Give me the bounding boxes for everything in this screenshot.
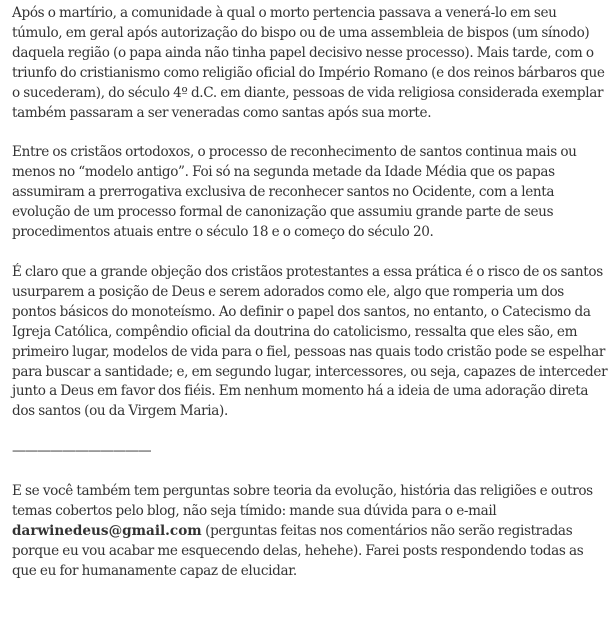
closing-text-before-email: E se você também tem perguntas sobre teoria da evolução, história das religiões e outros temas cobertos pelo blog, não seja tímido: mande sua dúvida para o e-mail [12,483,593,520]
paragraph-closing-invitation [12,482,608,582]
section-separator: ——————————— [12,443,151,460]
contact-email: darwinedeus@gmail.com [12,523,202,540]
closing-text-after-email: (perguntas feitas nos comentários não serão registradas porque eu vou acabar me esquecendo delas, hehehe). Farei posts respondendo todas as que eu for humanamente capaz de elucidar. [12,523,584,579]
paragraph-protestant-objection: É claro que a grande objeção dos cristãos protestantes a essa prática é o risco de os santos usurparem a posição de Deus e serem adorados como ele, algo que romperia um dos pontos básicos do monoteísmo. Ao definir o papel dos santos, no entanto, o Catecismo da Igreja Católica, compêndio oficial da doutrina do catolicismo, ressalta que eles são, em primeiro lugar, modelos de vida para o fiel, pessoas nas quais todo cristão pode se espelhar para buscar a santidade; e, em segundo lugar, intercessores, ou seja, capazes de interceder junto a Deus em favor dos fiéis. Em nenhum momento há a ideia de uma adoração direta dos santos (ou da Virgem Maria). [12,263,608,420]
paragraph-orthodox-canonization: Entre os cristãos ortodoxos, o processo de reconhecimento de santos continua mais ou menos no “modelo antigo”. Foi só na segunda metade da Idade Média que os papas assumiram a prerrogativa exclusiva de reconhecer santos no Ocidente, com a lenta evolução de um processo formal de canonização que assumiu grande parte de seus procedimentos atuais entre o século 18 e o começo do século 20. [12,144,577,241]
paragraph-martyr-veneration: Após o martírio, a comunidade à qual o morto pertencia passava a venerá-lo em seu túmulo, em geral após autorização do bispo ou de uma assembleia de bispos (um sínodo) daquela região (o papa ainda não tinha papel decisivo nesse processo). Mais tarde, com o triunfo do cristianismo como religião oficial do Império Romano (e dos reinos bárbaros que o sucederam), do século 4º d.C. em diante, pessoas de vida religiosa considerada exemplar também passaram a ser veneradas como santas após sua morte. [12,5,605,121]
